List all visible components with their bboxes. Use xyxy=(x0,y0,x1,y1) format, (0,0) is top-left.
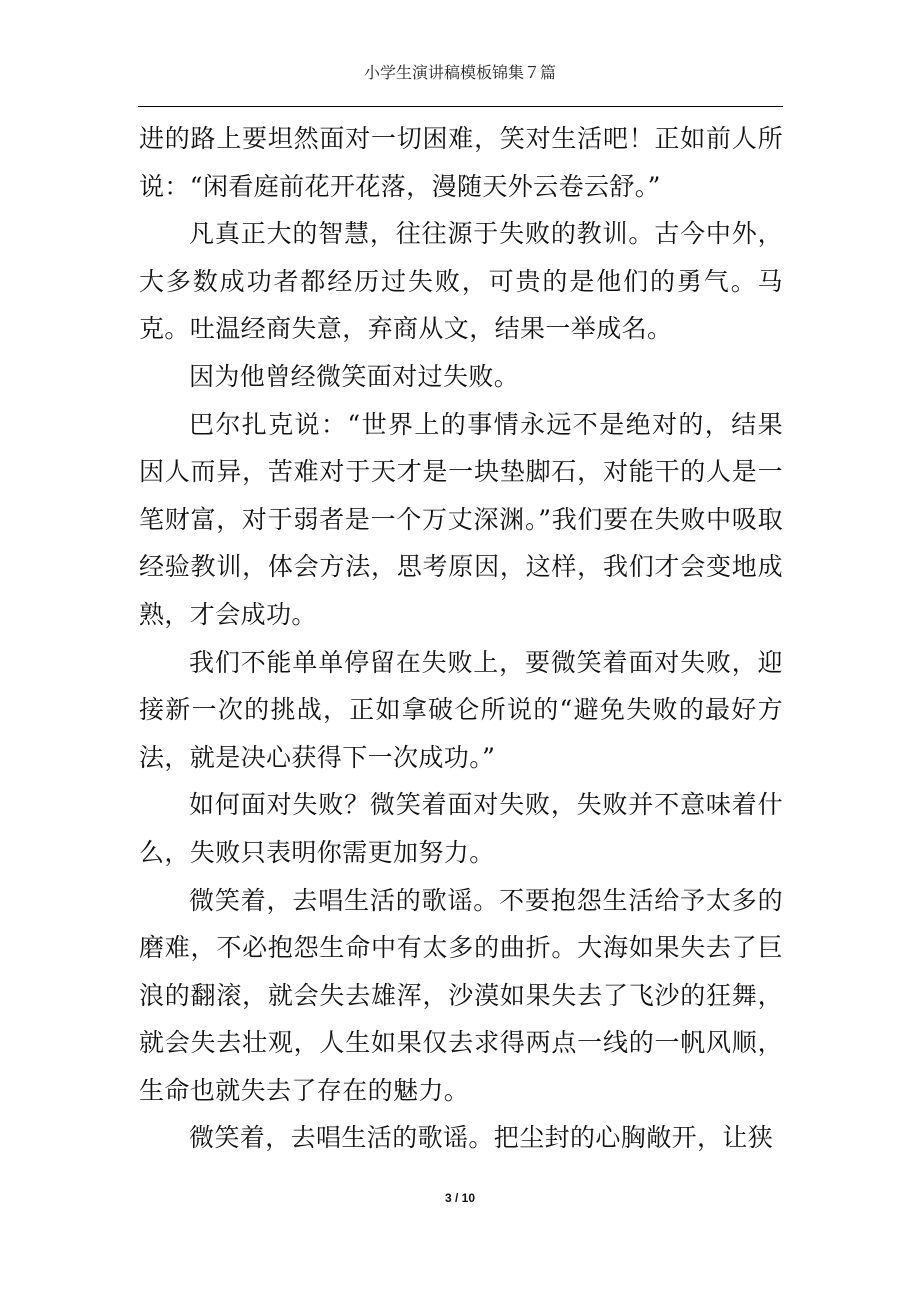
paragraph: 巴尔扎克说：“世界上的事情永远不是绝对的，结果因人而异，苦难对于天才是一块垫脚石，对能干的人是一笔财富，对于弱者是一个万丈深渊。”我们要在失败中吸取经验教训，体会方法，思考原因，这样，我们才会变地成熟，才会成功。 xyxy=(139,409,783,629)
paragraph: 如何面对失败？微笑着面对失败，失败并不意味着什么，失败只表明你需更加努力。 xyxy=(139,790,783,867)
header-divider xyxy=(138,106,783,107)
page-header: 小学生演讲稿模板锦集７篇 xyxy=(363,63,556,82)
paragraph-continuation: 进的路上要坦然面对一切困难，笑对生活吧！正如前人所说：“闲看庭前花开花落，漫随天外云卷云舒。” xyxy=(139,124,783,201)
paragraph: 我们不能单单停留在失败上，要微笑着面对失败，迎接新一次的挑战，正如拿破仑所说的“避免失败的最好方法，就是决心获得下一次成功。” xyxy=(139,647,783,772)
paragraph: 微笑着，去唱生活的歌谣。不要抱怨生活给予太多的磨难，不必抱怨生命中有太多的曲折。大海如果失去了巨浪的翻滚，就会失去雄浑，沙漠如果失去了飞沙的狂舞，就会失去壮观，人生如果仅去求得两点一线的一帆风顺，生命也就失去了存在的魅力。 xyxy=(139,885,783,1105)
paragraph: 因为他曾经微笑面对过失败。 xyxy=(189,361,520,391)
paragraph: 凡真正大的智慧，往往源于失败的教训。古今中外，大多数成功者都经历过失败，可贵的是他们的勇气。马克。吐温经商失意，弃商从文，结果一举成名。 xyxy=(139,219,783,344)
paragraph: 微笑着，去唱生活的歌谣。把尘封的心胸敞开，让狭 xyxy=(189,1123,774,1153)
page-number: 3 / 10 xyxy=(444,1191,476,1205)
document-body xyxy=(139,115,783,1162)
